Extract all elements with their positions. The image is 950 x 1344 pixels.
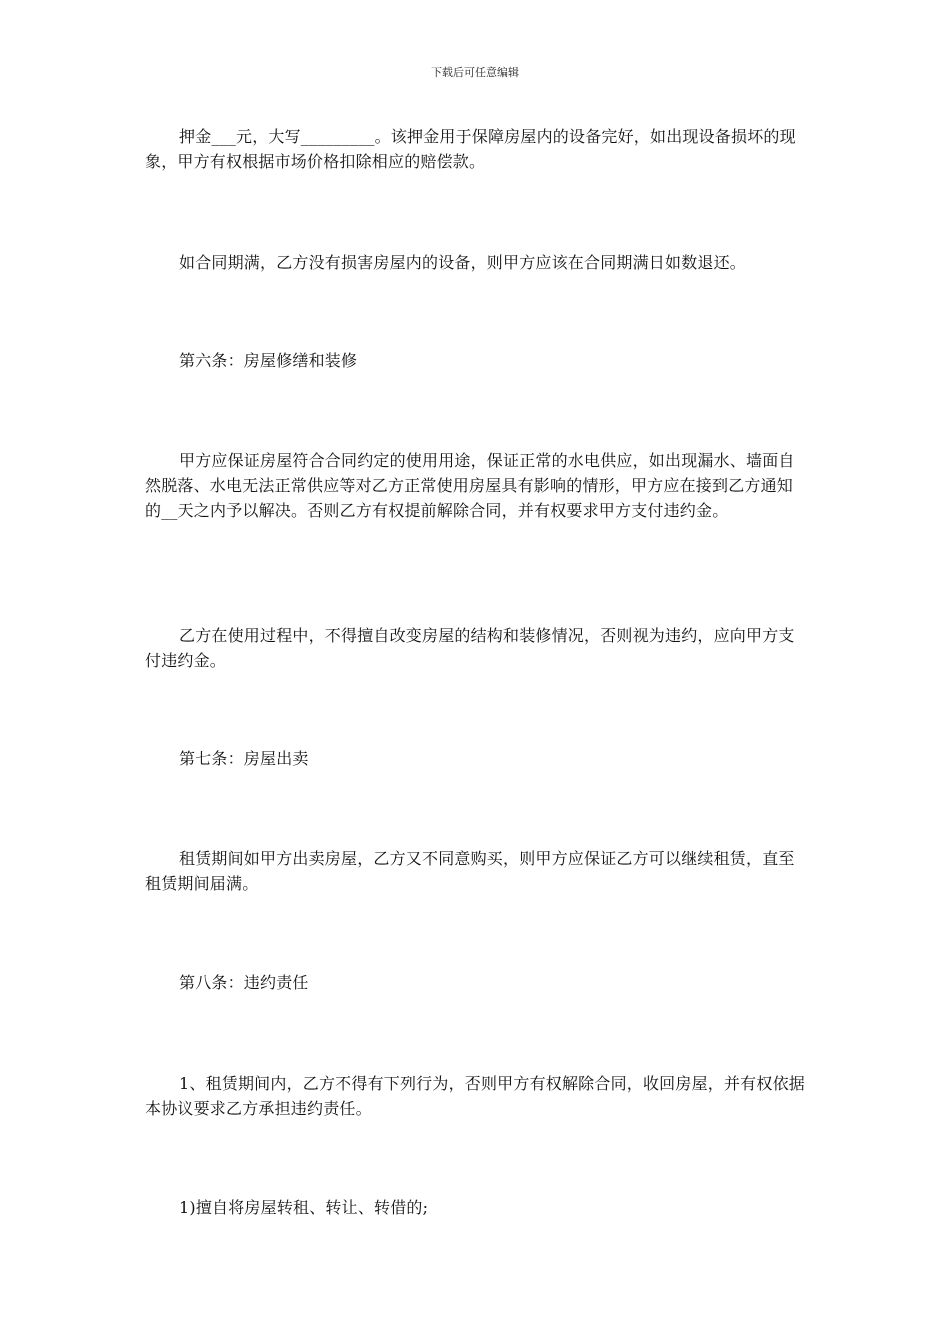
- paragraph-no-alteration: 乙方在使用过程中，不得擅自改变房屋的结构和装修情况，否则视为违约，应向甲方支付违约金。: [145, 626, 795, 670]
- section-heading-article-8: 第八条：违约责任: [179, 973, 309, 992]
- section-heading-article-7: 第七条：房屋出卖: [179, 749, 309, 768]
- paragraph-liability-item-1: 1)擅自将房屋转租、转让、转借的;: [179, 1198, 429, 1217]
- section-heading-article-6: 第六条：房屋修缮和装修: [179, 351, 358, 370]
- paragraph-sale: 租赁期间如甲方出卖房屋，乙方又不同意购买，则甲方应保证乙方可以继续租赁，直至租赁期间届满。: [145, 849, 795, 893]
- paragraph-liability-1: 1、租赁期间内，乙方不得有下列行为，否则甲方有权解除合同，收回房屋，并有权依据本协议要求乙方承担违约责任。: [145, 1074, 805, 1118]
- paragraph-repairs: 甲方应保证房屋符合合同约定的使用用途，保证正常的水电供应，如出现漏水、墙面自然脱落、水电无法正常供应等对乙方正常使用房屋具有影响的情形，甲方应在接到乙方通知的__天之内予以解决。否则乙方有权提前解除合同，并有权要求甲方支付违约金。: [145, 451, 795, 520]
- page-header-note: 下载后可任意编辑: [431, 66, 519, 79]
- paragraph-deposit-refund: 如合同期满，乙方没有损害房屋内的设备，则甲方应该在合同期满日如数退还。: [179, 253, 747, 272]
- paragraph-deposit: 押金___元，大写_________。该押金用于保障房屋内的设备完好，如出现设备损坏的现象，甲方有权根据市场价格扣除相应的赔偿款。: [145, 127, 796, 171]
